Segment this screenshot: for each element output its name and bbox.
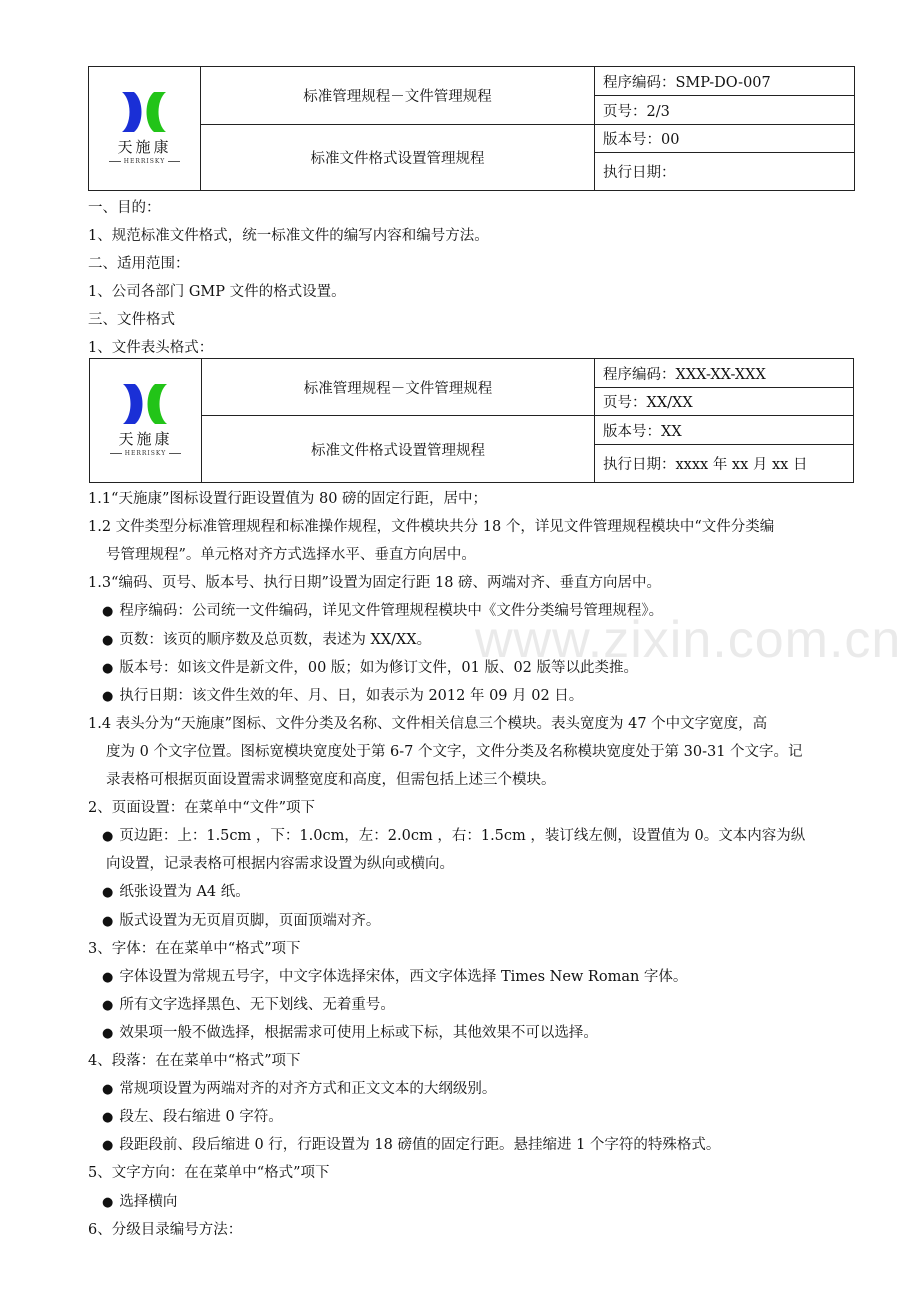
text-line: 6、分级目录编号方法： [88,1221,243,1238]
text-line: 录表格可根据页面设置需求调整宽度和高度，但需包括上述三个模块。 [106,772,556,788]
effective-date: 执行日期： [595,153,855,191]
page-number: 页号：XX/XX [595,388,854,416]
text-line: 1.2 文件类型分标准管理规程和标准操作规程，文件模块共分 18 个，详见文件管理规程模块中“文件分类编 [88,519,775,536]
logo-english-name: HERRISKY [107,450,184,457]
bullet-item: ● 所有文字选择黑色、无下划线、无着重号。 [88,995,869,1016]
bullet-item: ● 页数：该页的顺序数及总页数，表述为 XX/XX。 [88,630,869,651]
text-line: 4、段落：在在菜单中“格式”项下 [88,1053,301,1069]
version-number: 版本号：XX [595,416,854,445]
program-code: 程序编码：XXX-XX-XXX [595,359,854,388]
text-line: 度为 0 个文字位置。图标宽模块宽度处于第 6-7 个文字，文件分类及名称模块宽度处于第 30-31 个文字。记 [106,743,803,760]
page-number: 页号：2/3 [595,96,855,125]
text-line: 3、字体：在在菜单中“格式”项下 [88,940,301,957]
text-line: 1、规范标准文件格式，统一标准文件的编写内容和编号方法。 [88,228,489,244]
bullet-item: ● 版式设置为无页眉页脚，页面顶端对齐。 [88,911,869,932]
bullet-item: ● 段左、段右缩进 0 字符。 [88,1107,869,1128]
logo-cell [89,67,201,191]
text-line: 1、文件表头格式： [88,340,214,356]
bullet-item: ● 效果项一般不做选择，根据需求可使用上标或下标，其他效果不可以选择。 [88,1023,869,1044]
doc-category-title: 标准管理规程－文件管理规程 [201,67,595,125]
bullet-item: ● 版本号：如该文件是新文件，00 版；如为修订文件，01 版、02 版等以此类推。 [88,658,869,679]
effective-date: 执行日期：xxxx 年 xx 月 xx 日 [595,445,854,483]
bullet-item: ● 选择横向 [88,1192,869,1213]
logo-chinese-name: 天施康 [118,430,173,448]
logo-cell [90,359,202,483]
text-line: 二、适用范围： [88,256,190,272]
text-line: 1.1“天施康”图标设置行距设置值为 80 磅的固定行距，居中； [88,491,488,507]
watermark: www.zixin.com.cn [475,611,902,669]
bullet-item: ● 段距段前、段后缩进 0 行，行距设置为 18 磅值的固定行距。悬挂缩进 1 个字符的特殊格式。 [88,1135,869,1156]
version-number: 版本号：00 [595,125,855,153]
bullet-item: ● 程序编码：公司统一文件编码，详见文件管理规程模块中《文件分类编号管理规程》。 [88,601,869,622]
header-table-1 [88,66,855,191]
doc-title: 标准文件格式设置管理规程 [201,125,595,191]
text-line: 一、目的： [88,200,161,216]
bullet-item: ● 纸张设置为 A4 纸。 [88,882,869,903]
doc-category-title: 标准管理规程－文件管理规程 [202,359,595,416]
company-logo [106,90,183,165]
text-line: 1.4 表头分为“天施康”图标、文件分类及名称、文件相关信息三个模块。表头宽度为 47 个中文字宽度，高 [88,715,768,732]
bullet-item: ● 字体设置为常规五号字，中文字体选择宋体，西文字体选择 Times New Roman 字体。 [88,967,869,988]
text-line: 2、页面设置：在菜单中“文件”项下 [88,800,316,817]
text-line: 三、文件格式 [88,312,175,328]
text-line: 5、文字方向：在在菜单中“格式”项下 [88,1165,330,1182]
company-logo [107,382,184,457]
herrisky-logo-icon [117,382,173,426]
text-line: 号管理规程”。单元格对齐方式选择水平、垂直方向居中。 [106,547,476,564]
bullet-item: ● 页边距：上：1.5cm ，下：1.0cm，左：2.0cm ，右：1.5cm ，装订线左侧，设置值为 0。文本内容为纵 [88,826,869,847]
text-line: 1.3“编码、页号、版本号、执行日期”设置为固定行距 18 磅、两端对齐、垂直方向居中。 [88,575,662,592]
bullet-item: ● 常规项设置为两端对齐的对齐方式和正文文本的大纲级别。 [88,1079,869,1100]
bullet-item: ● 执行日期：该文件生效的年、月、日，如表示为 2012 年 09 月 02 日。 [88,686,869,707]
text-line: 1、公司各部门 GMP 文件的格式设置。 [88,284,346,300]
logo-chinese-name: 天施康 [117,138,172,156]
logo-english-name: HERRISKY [106,158,183,165]
doc-title: 标准文件格式设置管理规程 [202,416,595,483]
program-code: 程序编码：SMP-DO-007 [595,67,855,96]
herrisky-logo-icon [116,90,172,134]
header-table-example [89,358,854,483]
text-line: 向设置，记录表格可根据内容需求设置为纵向或横向。 [106,856,454,873]
